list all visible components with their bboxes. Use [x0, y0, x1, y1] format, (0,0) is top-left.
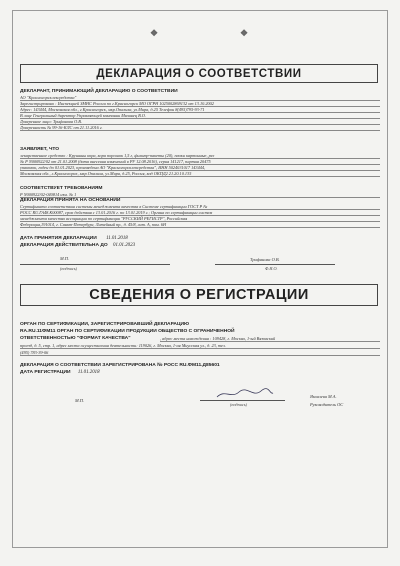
basis-heading: ДЕКЛАРАЦИЯ ПРИНЯТА НА ОСНОВАНИИ	[20, 198, 121, 203]
accept-date-value: 11.01.2018	[106, 236, 128, 241]
declarant-line: В лице Генеральный директор Управляющей компании Мизинец В.О.	[20, 113, 380, 119]
basis-line: Федерация,191014, г. Санкт-Петербург, Литейный пр., д. 45/8, лит. А, пом. 6Н	[20, 222, 380, 228]
registration-date-label: ДАТА РЕГИСТРАЦИИ	[20, 370, 71, 375]
declarant-signer-name: Трифанова О.В.	[250, 257, 280, 262]
accept-date-row	[20, 236, 380, 242]
valid-date-label: ДЕКЛАРАЦИЯ ДЕЙСТВИТЕЛЬНА ДО	[20, 243, 108, 248]
registration-signer-name: Яковлева М.А.	[310, 394, 337, 399]
stamp-place-mark: М.П.	[75, 398, 85, 403]
stamp-place-mark: М.П.	[60, 256, 70, 261]
top-stamp-mark: ❖	[150, 28, 159, 38]
declarant-heading: ДЕКЛАРАНТ, ПРИНИМАЮЩИЙ ДЕКЛАРАЦИЮ О СООТВЕТСТВИИ	[20, 89, 178, 94]
organ-address-line: , адрес места нахождения : 109428, г. Москва, 1-ый Вязовский	[160, 336, 380, 342]
signature-caption: (подпись)	[230, 402, 247, 407]
valid-date-value: 01.01.2023	[113, 243, 136, 248]
signature-line	[200, 400, 285, 401]
declarant-line: Адрес: 143444, Московская обл., г.Красногорск, мкр.Опалиха, ул.Мира, д.25 Телефон 8(495)795-93-71	[20, 107, 380, 113]
organ-heading: ОРГАН ПО СЕРТИФИКАЦИИ, ЗАРЕГИСТРИРОВАВШИЙ ДЕКЛАРАЦИЮ	[20, 322, 190, 327]
declarant-line: Доверенность № 99-16-КЛС от 21.11.2016 г.	[20, 125, 380, 131]
declares-line: упаковок, годен до 01.01.2023, произведена АО "Красногорсклексредства", ИНН 5024031017 143444,	[20, 165, 380, 171]
top-stamp-mark: ❖	[240, 28, 249, 38]
declaration-title: ДЕКЛАРАЦИЯ О СООТВЕТСТВИИ	[96, 67, 302, 80]
registration-number: ДЕКЛАРАЦИЯ О СООТВЕТСТВИИ ЗАРЕГИСТРИРОВАНА № РОСС RU.ФМ11.Д85601	[20, 363, 220, 368]
registration-date-value: 11.01.2018	[77, 370, 100, 375]
organ-address-line: проезд, д. 5, стр. 1, адрес места осуществления деятельности: 119026, г. Москва, 1-ая Миусская ул., д. 23, тел.	[20, 343, 380, 349]
declarant-signature-block	[20, 256, 380, 270]
handwritten-signature	[215, 388, 275, 400]
fio-caption: Ф.И.О.	[265, 266, 278, 271]
basis-line: менеджмента качества ассоциации по сертификации "РУССКИЙ РЕГИСТР", Российская	[20, 216, 380, 222]
registration-signer-role: Руководитель ОС	[310, 402, 344, 407]
registration-date-row	[20, 370, 380, 376]
basis-line: РОСС RU.ГА48.К00087, срок действия с 13.01.2016 г. по 13.01.2019 г.; Органа по сертификации систем	[20, 210, 380, 216]
organ-name-line: RA.RU.11ФМ11 ОРГАН ПО СЕРТИФИКАЦИИ ПРОДУКЦИИ ОБЩЕСТВО С ОГРАНИЧЕННОЙ	[20, 329, 235, 334]
declares-line: Московская обл., г.Красногорск, мкр.Опалиха, ул.Мира, д.25, Россия, код ОКПД2 21.20.10.135	[20, 171, 380, 177]
declarant-line: Зарегистрировано : Инспекцией ЗМНС России по г.Красногорск МО ОГРН 1025002869132 от 13.10.2002	[20, 101, 380, 107]
declares-line: № Р N000922/02 от 21.01.2008 (дата внесения изменений в РУ 12.08.2016), серия 141217, партия 20475	[20, 159, 380, 165]
declares-heading: ЗАЯВЛЯЕТ, ЧТО	[20, 147, 60, 152]
registration-title: СВЕДЕНИЯ О РЕГИСТРАЦИИ	[89, 287, 309, 303]
valid-date-row	[20, 243, 380, 249]
declarant-line: Доверенное лицо: Трифанова О.В.	[20, 119, 380, 125]
signature-line	[20, 264, 170, 265]
meets-line: Р N000922/02-040814 изм. № 1	[20, 192, 380, 198]
organ-address-line: (495) 783-39-06	[20, 350, 380, 356]
declarant-line: АО "Красногорсклексредства"	[20, 95, 380, 101]
meets-heading: СООТВЕТСТВУЕТ ТРЕБОВАНИЯМ	[20, 186, 103, 191]
signature-caption: (подпись)	[60, 266, 77, 271]
name-line	[215, 264, 335, 265]
accept-date-label: ДАТА ПРИНЯТИЯ ДЕКЛАРАЦИИ	[20, 236, 97, 241]
basis-line: Сертификата соответствия системы менеджмента качества в Системе сертификации ГОСТ Р №	[20, 204, 380, 210]
organ-name-line: ОТВЕТСТВЕННОСТЬЮ "ФОРМАТ КАЧЕСТВА"	[20, 336, 131, 341]
registration-signature-block	[20, 392, 380, 418]
registration-title-box	[20, 284, 378, 306]
declares-line: лекарственное средство : Крушины кора, кора порошок 1,5 г, фильтр-пакеты (20), пачки картонные, рег	[20, 153, 380, 159]
declaration-title-box	[20, 64, 378, 83]
